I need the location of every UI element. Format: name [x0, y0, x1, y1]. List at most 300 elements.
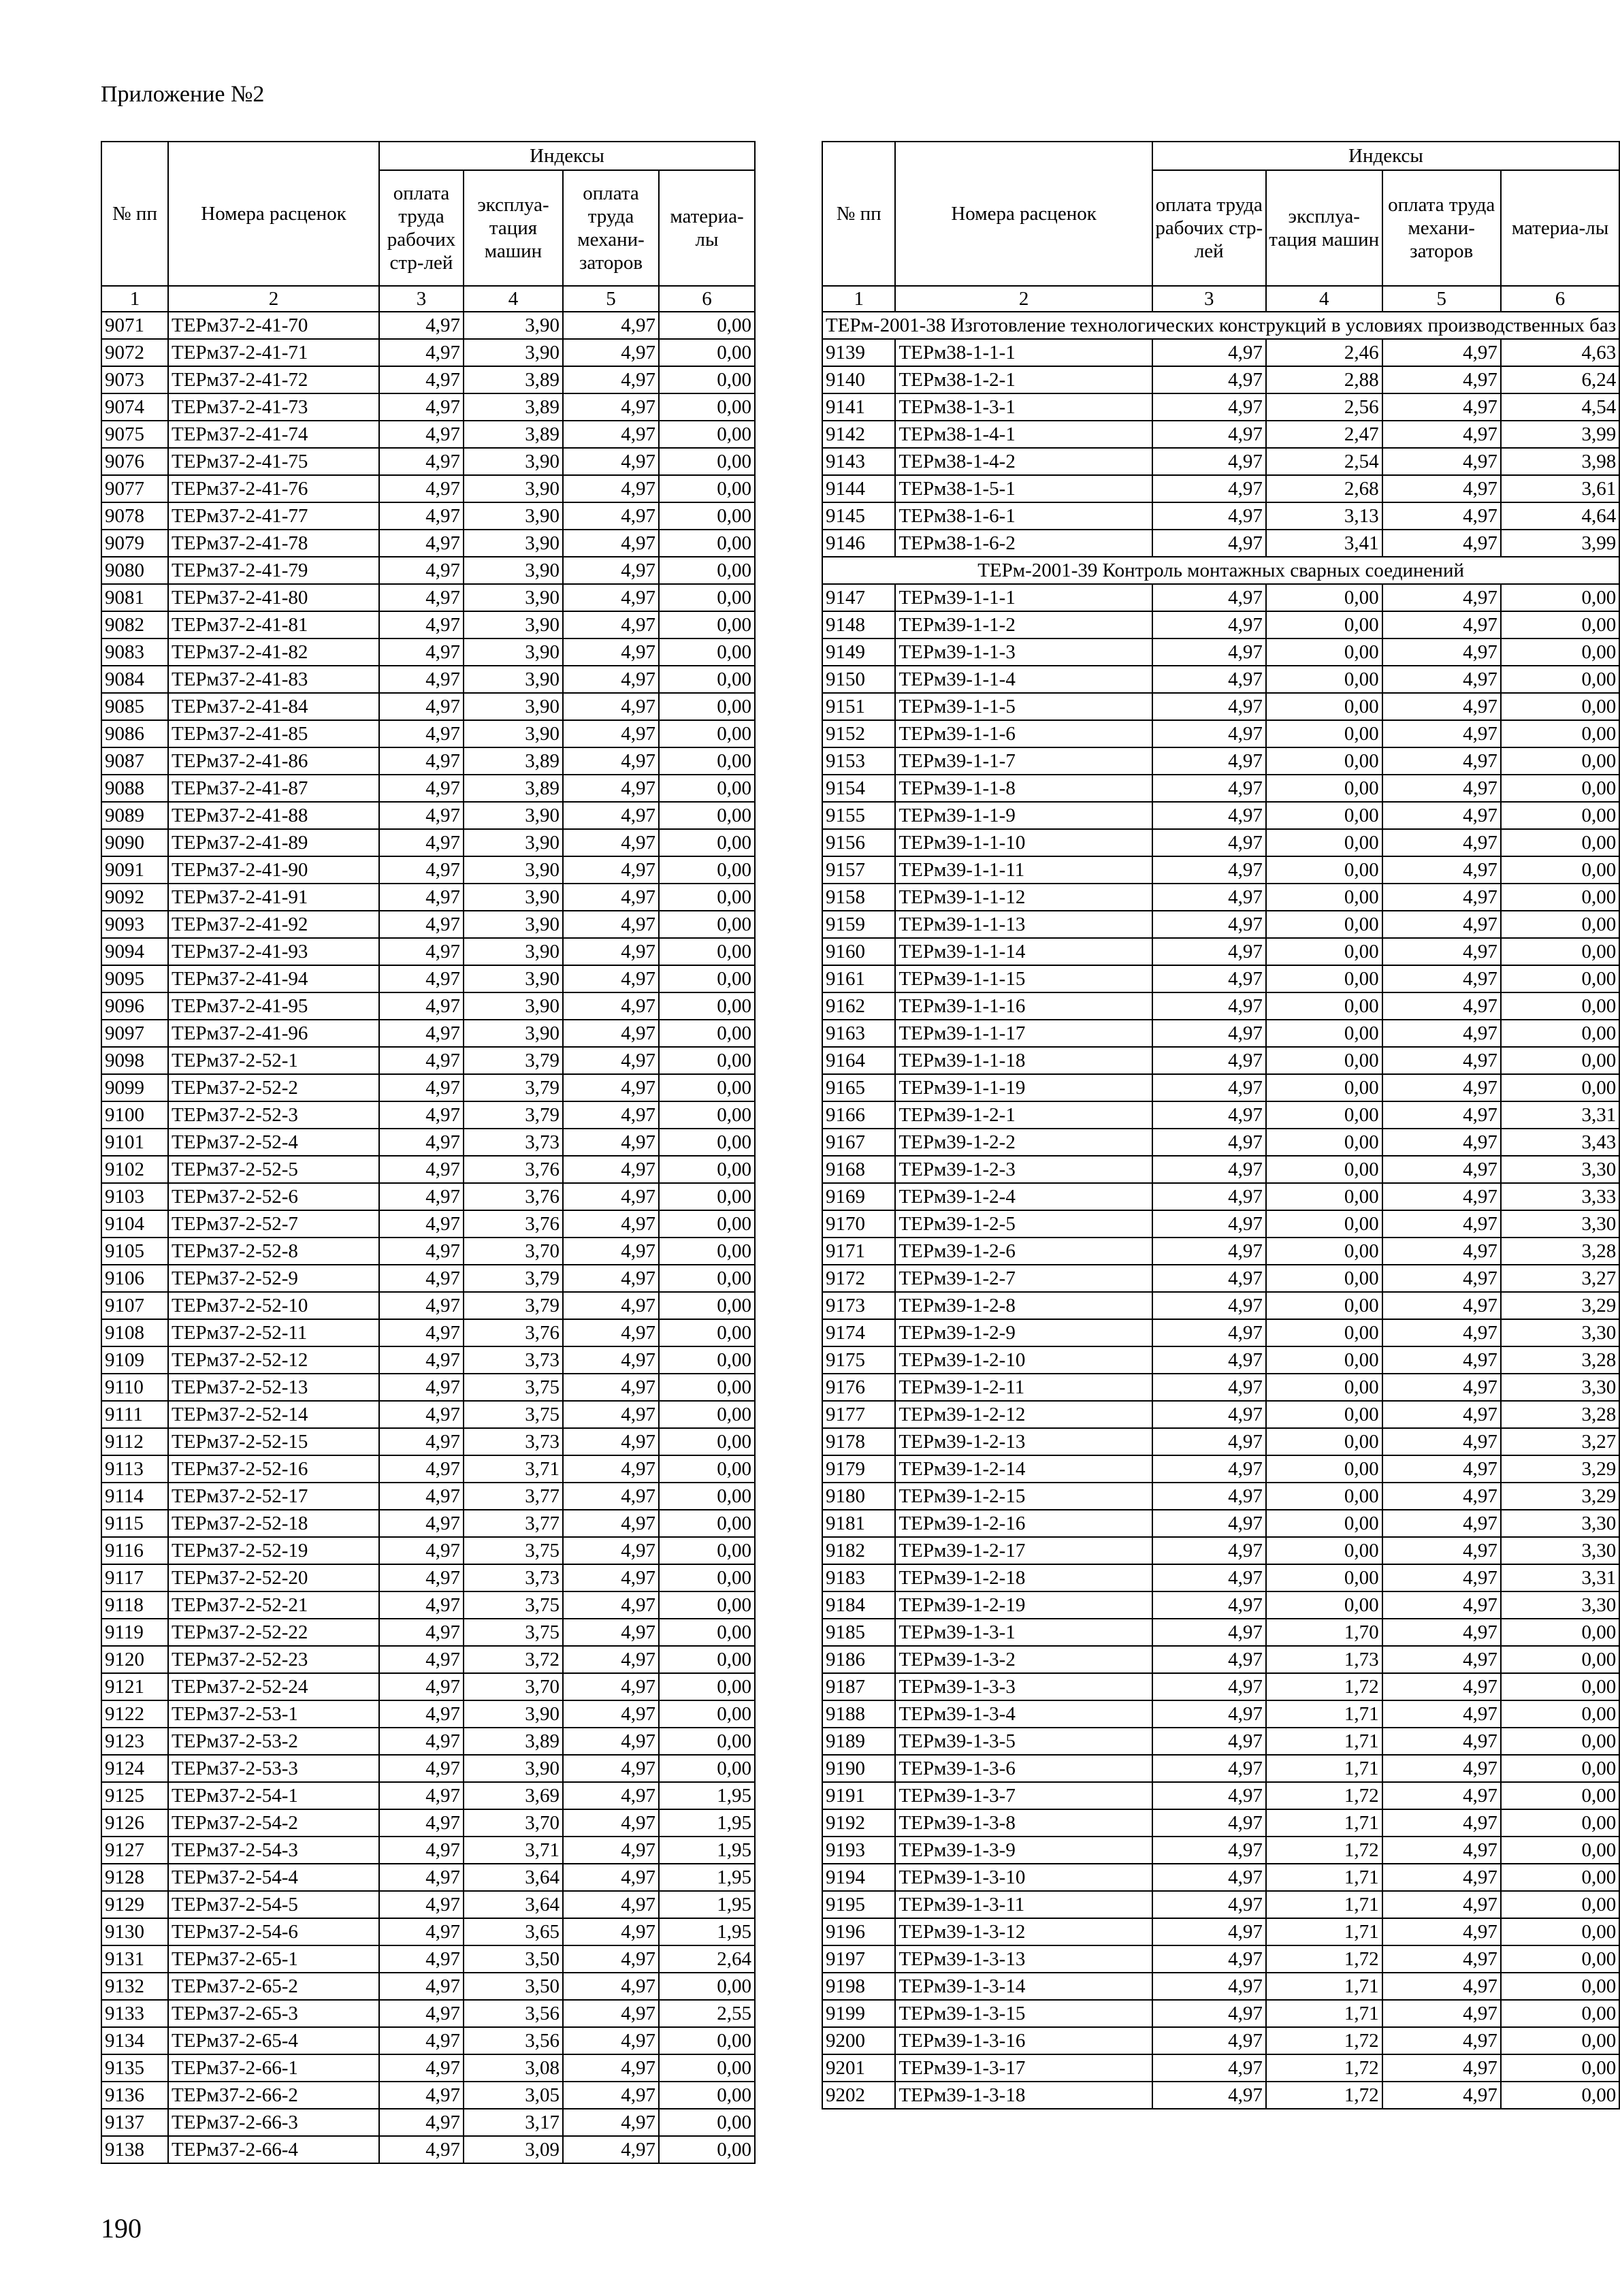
materials-index: 0,00	[659, 1728, 755, 1755]
materials-index: 0,00	[659, 938, 755, 965]
materials-index: 0,00	[1501, 2027, 1619, 2054]
rate-code: ТЕРм37-2-54-2	[168, 1809, 379, 1837]
labor-index: 4,97	[1152, 1510, 1266, 1537]
labor-index: 4,97	[379, 1292, 464, 1319]
labor-index: 4,97	[379, 1728, 464, 1755]
labor-index: 4,97	[1152, 747, 1266, 775]
machines-index: 3,90	[464, 312, 563, 339]
materials-index: 3,61	[1501, 475, 1619, 502]
operators-index: 4,97	[563, 1210, 659, 1238]
machines-index: 1,71	[1266, 1918, 1382, 1945]
labor-index: 4,97	[379, 1455, 464, 1483]
machines-index: 0,00	[1266, 1401, 1382, 1428]
labor-index: 4,97	[379, 1020, 464, 1047]
labor-index: 4,97	[379, 829, 464, 856]
row-number: 9143	[822, 448, 895, 475]
row-number: 9187	[822, 1673, 895, 1700]
rate-code: ТЕРм39-1-1-13	[895, 911, 1152, 938]
labor-index: 4,97	[379, 1319, 464, 1346]
machines-index: 3,90	[464, 1755, 563, 1782]
machines-index: 3,70	[464, 1809, 563, 1837]
machines-index: 3,73	[464, 1129, 563, 1156]
rate-code: ТЕРм37-2-54-5	[168, 1891, 379, 1918]
materials-index: 0,00	[659, 611, 755, 638]
row-number: 9097	[101, 1020, 168, 1047]
rate-code: ТЕРм39-1-2-14	[895, 1455, 1152, 1483]
materials-index: 0,00	[659, 1700, 755, 1728]
operators-index: 4,97	[563, 1809, 659, 1837]
rate-code: ТЕРм39-1-3-17	[895, 2054, 1152, 2082]
machines-index: 1,70	[1266, 1619, 1382, 1646]
rate-code: ТЕРм38-1-5-1	[895, 475, 1152, 502]
materials-index: 0,00	[659, 1346, 755, 1374]
machines-index: 1,71	[1266, 1700, 1382, 1728]
operators-index: 4,97	[563, 1700, 659, 1728]
labor-index: 4,97	[379, 2136, 464, 2163]
labor-index: 4,97	[379, 339, 464, 366]
materials-index: 0,00	[659, 448, 755, 475]
row-number: 9076	[101, 448, 168, 475]
row-number: 9201	[822, 2054, 895, 2082]
col-header-operators: оплата труда механи-заторов	[563, 170, 659, 286]
rate-code: ТЕРм39-1-2-18	[895, 1564, 1152, 1591]
materials-index: 1,95	[659, 1891, 755, 1918]
operators-index: 4,97	[563, 611, 659, 638]
machines-index: 0,00	[1266, 856, 1382, 884]
materials-index: 0,00	[659, 911, 755, 938]
materials-index: 0,00	[659, 802, 755, 829]
rate-code: ТЕРм37-2-52-3	[168, 1101, 379, 1129]
materials-index: 0,00	[659, 1510, 755, 1537]
rate-code: ТЕРм39-1-3-8	[895, 1809, 1152, 1837]
operators-index: 4,97	[563, 1483, 659, 1510]
materials-index: 0,00	[659, 884, 755, 911]
table-row	[101, 1591, 755, 1619]
rate-code: ТЕРм37-2-41-87	[168, 775, 379, 802]
materials-index: 0,00	[659, 1101, 755, 1129]
rate-code: ТЕРм38-1-3-1	[895, 393, 1152, 421]
materials-index: 0,00	[1501, 802, 1619, 829]
rate-code: ТЕРм39-1-3-15	[895, 2000, 1152, 2027]
machines-index: 3,79	[464, 1101, 563, 1129]
labor-index: 4,97	[1152, 1973, 1266, 2000]
machines-index: 3,79	[464, 1074, 563, 1101]
table-row	[822, 1755, 1619, 1782]
table-row	[822, 992, 1619, 1020]
table-row	[101, 502, 755, 530]
labor-index: 4,97	[379, 1646, 464, 1673]
table-row	[101, 1945, 755, 1973]
machines-index: 3,08	[464, 2054, 563, 2082]
table-row	[101, 720, 755, 747]
labor-index: 4,97	[379, 1374, 464, 1401]
row-number: 9183	[822, 1564, 895, 1591]
table-row	[101, 475, 755, 502]
materials-index: 0,00	[659, 1238, 755, 1265]
row-number: 9075	[101, 421, 168, 448]
rate-code: ТЕРм39-1-1-2	[895, 611, 1152, 638]
row-number: 9178	[822, 1428, 895, 1455]
labor-index: 4,97	[1152, 1673, 1266, 1700]
machines-index: 0,00	[1266, 829, 1382, 856]
table-row	[101, 339, 755, 366]
machines-index: 0,00	[1266, 720, 1382, 747]
row-number: 9197	[822, 1945, 895, 1973]
row-number: 9147	[822, 584, 895, 611]
machines-index: 3,76	[464, 1319, 563, 1346]
row-number: 9176	[822, 1374, 895, 1401]
table-row	[101, 1510, 755, 1537]
operators-index: 4,97	[563, 802, 659, 829]
row-number: 9093	[101, 911, 168, 938]
machines-index: 3,17	[464, 2109, 563, 2136]
machines-index: 0,00	[1266, 911, 1382, 938]
row-number: 9170	[822, 1210, 895, 1238]
rate-code: ТЕРм39-1-1-10	[895, 829, 1152, 856]
table-row	[101, 1047, 755, 1074]
operators-index: 4,97	[563, 1891, 659, 1918]
rate-code: ТЕРм39-1-3-7	[895, 1782, 1152, 1809]
operators-index: 4,97	[563, 1319, 659, 1346]
table-row	[822, 1020, 1619, 1047]
rate-code: ТЕРм37-2-52-5	[168, 1156, 379, 1183]
rate-code: ТЕРм39-1-1-6	[895, 720, 1152, 747]
materials-index: 0,00	[1501, 1864, 1619, 1891]
labor-index: 4,97	[1152, 1238, 1266, 1265]
operators-index: 4,97	[1382, 666, 1501, 693]
row-number: 9160	[822, 938, 895, 965]
materials-index: 3,30	[1501, 1210, 1619, 1238]
materials-index: 0,00	[659, 1673, 755, 1700]
labor-index: 4,97	[1152, 965, 1266, 992]
operators-index: 4,97	[1382, 1918, 1501, 1945]
machines-index: 3,71	[464, 1455, 563, 1483]
materials-index: 2,55	[659, 2000, 755, 2027]
operators-index: 4,97	[563, 666, 659, 693]
rate-code: ТЕРм38-1-4-2	[895, 448, 1152, 475]
rate-code: ТЕРм37-2-52-10	[168, 1292, 379, 1319]
row-number: 9179	[822, 1455, 895, 1483]
table-row	[822, 1728, 1619, 1755]
table-row	[822, 1101, 1619, 1129]
operators-index: 4,97	[1382, 747, 1501, 775]
operators-index: 4,97	[1382, 1591, 1501, 1619]
machines-index: 3,90	[464, 884, 563, 911]
rate-code: ТЕРм37-2-66-2	[168, 2082, 379, 2109]
rate-code: ТЕРм39-1-3-12	[895, 1918, 1152, 1945]
machines-index: 3,76	[464, 1210, 563, 1238]
rate-code: ТЕРм39-1-2-8	[895, 1292, 1152, 1319]
row-number: 9087	[101, 747, 168, 775]
row-number: 9098	[101, 1047, 168, 1074]
rate-code: ТЕРм39-1-1-5	[895, 693, 1152, 720]
row-number: 9086	[101, 720, 168, 747]
operators-index: 4,97	[1382, 1510, 1501, 1537]
table-row	[822, 638, 1619, 666]
machines-index: 3,73	[464, 1564, 563, 1591]
labor-index: 4,97	[1152, 530, 1266, 557]
machines-index: 0,00	[1266, 1374, 1382, 1401]
table-row	[822, 775, 1619, 802]
machines-index: 3,69	[464, 1782, 563, 1809]
materials-index: 0,00	[659, 1755, 755, 1782]
table-row	[822, 1374, 1619, 1401]
row-number: 9161	[822, 965, 895, 992]
materials-index: 0,00	[659, 557, 755, 584]
labor-index: 4,97	[1152, 693, 1266, 720]
table-row	[101, 856, 755, 884]
materials-index: 0,00	[659, 1047, 755, 1074]
labor-index: 4,97	[1152, 666, 1266, 693]
operators-index: 4,97	[1382, 992, 1501, 1020]
table-row	[822, 393, 1619, 421]
materials-index: 6,24	[1501, 366, 1619, 393]
machines-index: 3,90	[464, 502, 563, 530]
col-number-3: 3	[379, 286, 464, 312]
operators-index: 4,97	[1382, 530, 1501, 557]
materials-index: 0,00	[659, 1483, 755, 1510]
table-row	[822, 2000, 1619, 2027]
table-row	[822, 1564, 1619, 1591]
machines-index: 1,72	[1266, 2054, 1382, 2082]
table-row	[822, 965, 1619, 992]
labor-index: 4,97	[379, 611, 464, 638]
col-number-4: 4	[1266, 286, 1382, 312]
operators-index: 4,97	[1382, 475, 1501, 502]
row-number: 9119	[101, 1619, 168, 1646]
rate-code: ТЕРм39-1-1-14	[895, 938, 1152, 965]
materials-index: 0,00	[1501, 856, 1619, 884]
rate-code: ТЕРм37-2-41-71	[168, 339, 379, 366]
machines-index: 1,71	[1266, 1728, 1382, 1755]
rate-code: ТЕРм39-1-2-12	[895, 1401, 1152, 1428]
row-number: 9144	[822, 475, 895, 502]
row-number: 9130	[101, 1918, 168, 1945]
labor-index: 4,97	[1152, 1537, 1266, 1564]
operators-index: 4,97	[563, 2027, 659, 2054]
rate-code: ТЕРм37-2-41-89	[168, 829, 379, 856]
row-number: 9100	[101, 1101, 168, 1129]
operators-index: 4,97	[1382, 1891, 1501, 1918]
materials-index: 1,95	[659, 1809, 755, 1837]
rate-code: ТЕРм39-1-3-13	[895, 1945, 1152, 1973]
row-number: 9134	[101, 2027, 168, 2054]
table-row	[101, 1238, 755, 1265]
labor-index: 4,97	[1152, 1891, 1266, 1918]
row-number: 9108	[101, 1319, 168, 1346]
operators-index: 4,97	[563, 393, 659, 421]
table-row	[101, 2027, 755, 2054]
labor-index: 4,97	[379, 2000, 464, 2027]
col-header-indices: Индексы	[379, 142, 755, 170]
operators-index: 4,97	[1382, 884, 1501, 911]
machines-index: 0,00	[1266, 1483, 1382, 1510]
row-number: 9137	[101, 2109, 168, 2136]
operators-index: 4,97	[1382, 1101, 1501, 1129]
row-number: 9118	[101, 1591, 168, 1619]
labor-index: 4,97	[1152, 1074, 1266, 1101]
rate-code: ТЕРм37-2-41-95	[168, 992, 379, 1020]
row-number: 9073	[101, 366, 168, 393]
table-row	[822, 1428, 1619, 1455]
rate-code: ТЕРм37-2-41-85	[168, 720, 379, 747]
labor-index: 4,97	[1152, 884, 1266, 911]
labor-index: 4,97	[379, 1401, 464, 1428]
materials-index: 0,00	[659, 1292, 755, 1319]
materials-index: 0,00	[659, 693, 755, 720]
rate-code: ТЕРм39-1-3-10	[895, 1864, 1152, 1891]
row-number: 9192	[822, 1809, 895, 1837]
rate-code: ТЕРм37-2-41-82	[168, 638, 379, 666]
row-number: 9163	[822, 1020, 895, 1047]
machines-index: 1,72	[1266, 1945, 1382, 1973]
operators-index: 4,97	[1382, 1619, 1501, 1646]
machines-index: 3,70	[464, 1673, 563, 1700]
operators-index: 4,97	[563, 911, 659, 938]
machines-index: 3,90	[464, 339, 563, 366]
materials-index: 0,00	[1501, 1646, 1619, 1673]
operators-index: 4,97	[1382, 1837, 1501, 1864]
table-row	[822, 666, 1619, 693]
table-row	[101, 1074, 755, 1101]
rate-code: ТЕРм39-1-2-5	[895, 1210, 1152, 1238]
labor-index: 4,97	[1152, 2027, 1266, 2054]
operators-index: 4,97	[563, 638, 659, 666]
operators-index: 4,97	[563, 965, 659, 992]
materials-index: 0,00	[1501, 1782, 1619, 1809]
machines-index: 3,79	[464, 1265, 563, 1292]
row-number: 9101	[101, 1129, 168, 1156]
materials-index: 3,30	[1501, 1591, 1619, 1619]
machines-index: 0,00	[1266, 1047, 1382, 1074]
operators-index: 4,97	[1382, 1537, 1501, 1564]
table-row	[822, 1401, 1619, 1428]
table-row	[101, 1918, 755, 1945]
rate-code: ТЕРм39-1-1-4	[895, 666, 1152, 693]
table-row	[101, 1619, 755, 1646]
materials-index: 0,00	[659, 2136, 755, 2163]
machines-index: 3,90	[464, 530, 563, 557]
rate-code: ТЕРм39-1-3-5	[895, 1728, 1152, 1755]
row-number: 9195	[822, 1891, 895, 1918]
operators-index: 4,97	[563, 1591, 659, 1619]
table-row	[101, 1809, 755, 1837]
row-number: 9166	[822, 1101, 895, 1129]
rate-code: ТЕРм37-2-52-12	[168, 1346, 379, 1374]
row-number: 9120	[101, 1646, 168, 1673]
row-number: 9102	[101, 1156, 168, 1183]
operators-index: 4,97	[1382, 1183, 1501, 1210]
row-number: 9140	[822, 366, 895, 393]
rate-code: ТЕРм37-2-41-72	[168, 366, 379, 393]
row-number: 9189	[822, 1728, 895, 1755]
materials-index: 0,00	[1501, 584, 1619, 611]
row-number: 9080	[101, 557, 168, 584]
materials-index: 0,00	[1501, 2054, 1619, 2082]
operators-index: 4,97	[1382, 829, 1501, 856]
labor-index: 4,97	[1152, 1564, 1266, 1591]
row-number: 9200	[822, 2027, 895, 2054]
labor-index: 4,97	[379, 1183, 464, 1210]
operators-index: 4,97	[563, 1401, 659, 1428]
labor-index: 4,97	[1152, 1129, 1266, 1156]
machines-index: 3,90	[464, 965, 563, 992]
row-number: 9173	[822, 1292, 895, 1319]
row-number: 9089	[101, 802, 168, 829]
materials-index: 3,27	[1501, 1428, 1619, 1455]
materials-index: 0,00	[1501, 638, 1619, 666]
labor-index: 4,97	[379, 421, 464, 448]
materials-index: 0,00	[659, 366, 755, 393]
table-row	[101, 1537, 755, 1564]
labor-index: 4,97	[379, 1619, 464, 1646]
materials-index: 0,00	[1501, 2000, 1619, 2027]
materials-index: 0,00	[659, 584, 755, 611]
machines-index: 0,00	[1266, 1156, 1382, 1183]
materials-index: 3,30	[1501, 1537, 1619, 1564]
materials-index: 0,00	[659, 1646, 755, 1673]
rate-code: ТЕРм39-1-1-7	[895, 747, 1152, 775]
rate-code: ТЕРм37-2-66-1	[168, 2054, 379, 2082]
labor-index: 4,97	[379, 557, 464, 584]
labor-index: 4,97	[1152, 775, 1266, 802]
labor-index: 4,97	[1152, 1945, 1266, 1973]
labor-index: 4,97	[379, 1428, 464, 1455]
machines-index: 1,72	[1266, 2082, 1382, 2109]
machines-index: 0,00	[1266, 1074, 1382, 1101]
table-row	[101, 1700, 755, 1728]
labor-index: 4,97	[1152, 1401, 1266, 1428]
operators-index: 4,97	[1382, 1973, 1501, 2000]
labor-index: 4,97	[379, 1346, 464, 1374]
materials-index: 0,00	[1501, 884, 1619, 911]
table-row	[822, 1265, 1619, 1292]
operators-index: 4,97	[563, 1564, 659, 1591]
table-row	[101, 666, 755, 693]
row-number: 9167	[822, 1129, 895, 1156]
table-row	[822, 938, 1619, 965]
machines-index: 0,00	[1266, 1428, 1382, 1455]
machines-index: 0,00	[1266, 1183, 1382, 1210]
table-row	[822, 693, 1619, 720]
col-header-no: № пп	[822, 142, 895, 286]
machines-index: 0,00	[1266, 1210, 1382, 1238]
labor-index: 4,97	[379, 1782, 464, 1809]
materials-index: 0,00	[1501, 693, 1619, 720]
table-row	[822, 1455, 1619, 1483]
rate-code: ТЕРм37-2-41-94	[168, 965, 379, 992]
section-title: ТЕРм-2001-38 Изготовление технологических конструкций в условиях производственных баз	[822, 312, 1619, 339]
row-number: 9123	[101, 1728, 168, 1755]
materials-index: 0,00	[659, 2082, 755, 2109]
labor-index: 4,97	[379, 965, 464, 992]
materials-index: 3,28	[1501, 1346, 1619, 1374]
table-row	[101, 1782, 755, 1809]
rate-code: ТЕРм37-2-65-1	[168, 1945, 379, 1973]
rate-code: ТЕРм37-2-52-2	[168, 1074, 379, 1101]
col-header-materials: материа-лы	[659, 170, 755, 286]
machines-index: 3,75	[464, 1591, 563, 1619]
labor-index: 4,97	[379, 1591, 464, 1619]
table-row	[101, 1374, 755, 1401]
machines-index: 3,89	[464, 747, 563, 775]
operators-index: 4,97	[563, 448, 659, 475]
labor-index: 4,97	[1152, 1210, 1266, 1238]
labor-index: 4,97	[379, 1918, 464, 1945]
labor-index: 4,97	[1152, 1646, 1266, 1673]
operators-index: 4,97	[563, 1129, 659, 1156]
rate-code: ТЕРм37-2-41-86	[168, 747, 379, 775]
